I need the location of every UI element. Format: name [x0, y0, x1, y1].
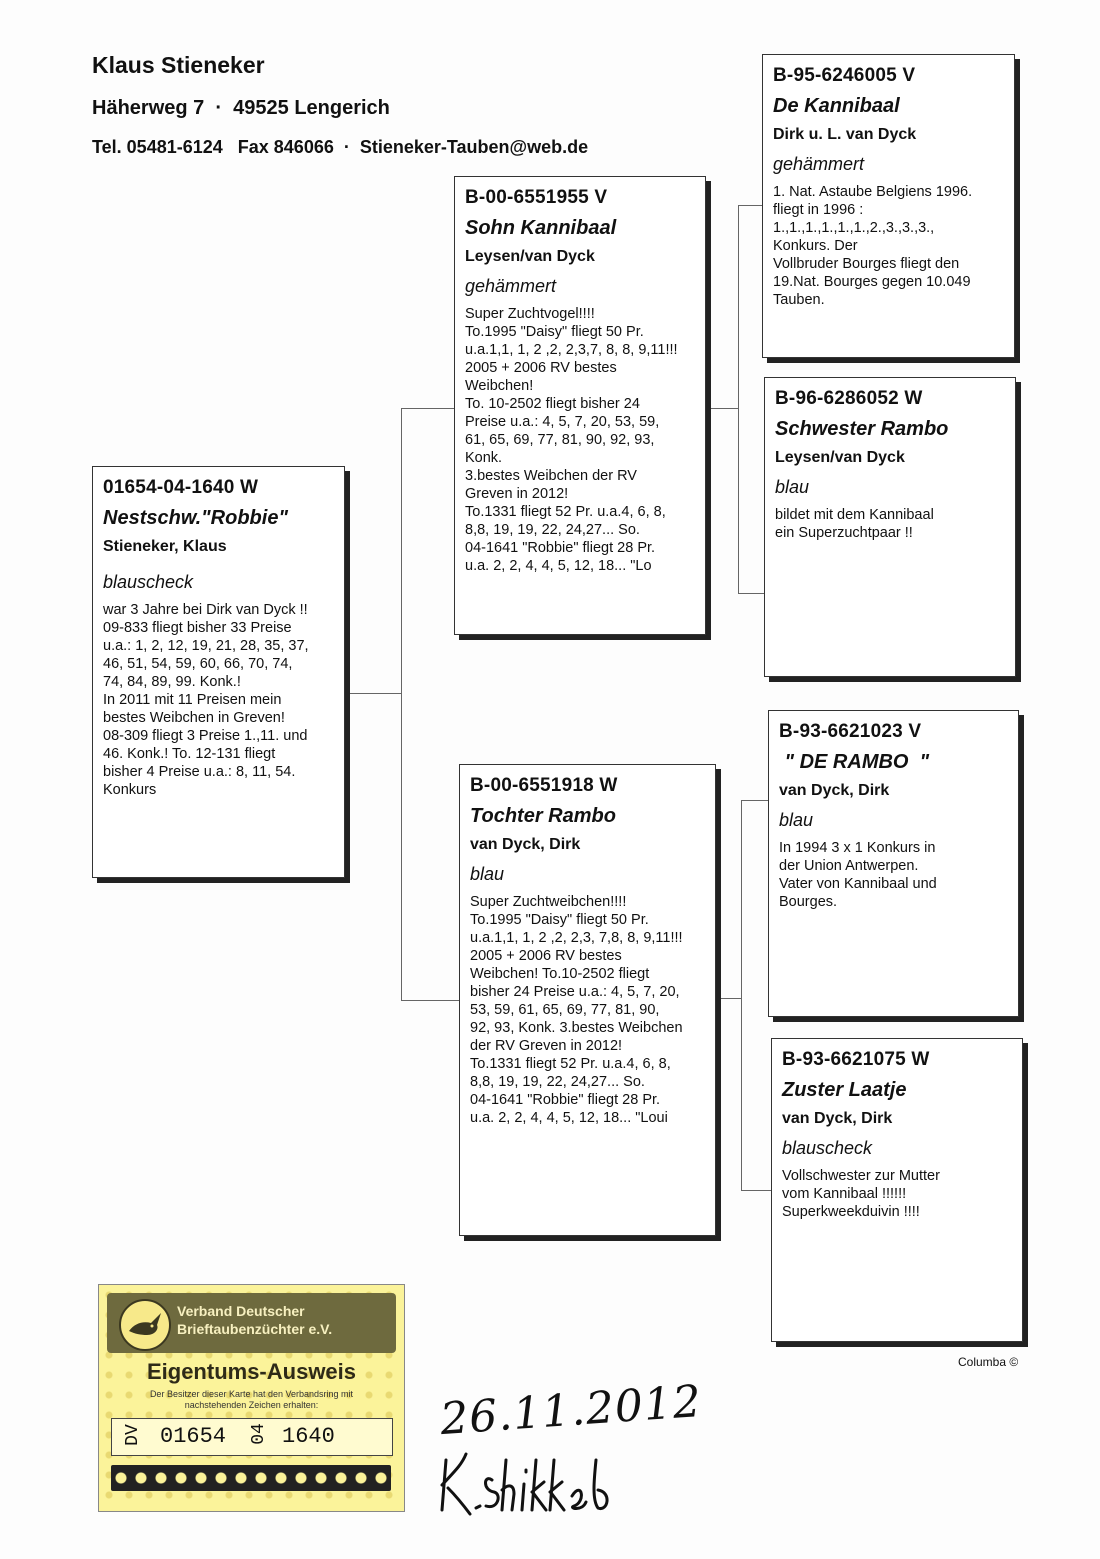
dam-sire-color: blau [779, 810, 814, 830]
dam-dam-color: blauscheck [782, 1138, 873, 1158]
ring-number: 1640 [282, 1424, 335, 1449]
connector-dam-vertical [741, 800, 742, 1190]
ownership-card [98, 1284, 405, 1512]
dam-sire-ring-number: B-93-6621023 V [779, 721, 922, 742]
ring-year: 04 [248, 1423, 269, 1445]
connector-subject [345, 693, 401, 694]
sire-sire-notes: 1. Nat. Astaube Belgiens 1996. fliegt in 1996 : 1.,1.,1.,1.,1.,1.,2.,3.,3.,3., Konkurs. Der Vollbruder Bourges fliegt den 19.Nat. Bourges gegen 10.049 Tauben. [773, 184, 973, 308]
sire-dam-color: blau [775, 477, 810, 497]
dam-color: blau [470, 864, 505, 884]
connector-dam-dam [741, 1190, 771, 1191]
ownership-card-note: Der Besitzer dieser Karte hat den Verbandsring mit nachstehenden Zeichen erhalten: [149, 1389, 354, 1410]
subject-ring-number: 01654-04-1640 W [103, 477, 259, 498]
ownership-card-title: Eigentums-Ausweis [146, 1359, 357, 1384]
dam-name: Tochter Rambo [470, 805, 616, 827]
sire-dam-name: Schwester Rambo [775, 418, 949, 440]
ring-club-number: 01654 [160, 1424, 227, 1449]
connector-sire [401, 408, 456, 409]
handwritten-signature [436, 1440, 626, 1525]
sire-ring-number: B-00-6551955 V [465, 187, 608, 208]
dam-sire-notes: In 1994 3 x 1 Konkurs in der Union Antwerpen. Vater von Kannibaal und Bourges. [779, 840, 937, 910]
sire-sire-color: gehämmert [773, 154, 865, 174]
dam-dam-card [771, 1038, 1023, 1342]
dam-ring-number: B-00-6551918 W [470, 775, 618, 796]
dam-dam-ring-number: B-93-6621075 W [782, 1049, 930, 1070]
ownership-card-banner [107, 1293, 396, 1353]
sire-sire-card [762, 54, 1015, 358]
connector-sire-sire [738, 205, 762, 206]
sire-color: gehämmert [465, 276, 557, 296]
dam-sire-breeder: van Dyck, Dirk [779, 782, 890, 799]
ownership-card-organization [177, 1302, 332, 1338]
dam-breeder: van Dyck, Dirk [470, 836, 581, 853]
dove-icon [119, 1299, 171, 1351]
connector-dam-sire [741, 800, 768, 801]
dam-card [459, 764, 716, 1236]
sire-dam-card [764, 377, 1016, 677]
owner-contact: Tel. 05481-6124 Fax 846066 · Stieneker-Tauben@web.de [92, 137, 589, 157]
dam-sire-card [768, 710, 1019, 1017]
sire-card [454, 176, 706, 635]
handwritten-date: 26.11.2012 [438, 1375, 704, 1446]
organization-line-2: Brieftaubenzüchter e.V. [177, 1321, 333, 1337]
connector-sire-dam [738, 593, 764, 594]
sire-sire-ring-number: B-95-6246005 V [773, 65, 916, 86]
sire-dam-notes: bildet mit dem Kannibaal ein Superzuchtpaar !! [775, 507, 934, 541]
owner-address: Häherweg 7 · 49525 Lengerich [92, 97, 390, 119]
sire-dam-ring-number: B-96-6286052 W [775, 388, 923, 409]
subject-card [92, 466, 345, 878]
footer-credit: Columba © [958, 1355, 1019, 1369]
dam-dam-notes: Vollschwester zur Mutter vom Kannibaal !!!!!! Superkweekduivin !!!! [782, 1168, 940, 1220]
connector-sire-vertical [738, 205, 739, 593]
ring-number-field [111, 1418, 393, 1456]
sire-sire-breeder: Dirk u. L. van Dyck [773, 126, 917, 143]
sire-sire-name: De Kannibaal [773, 95, 900, 117]
dam-dam-breeder: van Dyck, Dirk [782, 1110, 893, 1127]
subject-breeder: Stieneker, Klaus [103, 538, 227, 555]
owner-name: Klaus Stieneker [92, 52, 265, 78]
dam-notes: Super Zuchtweibchen!!!! To.1995 "Daisy" fliegt 50 Pr. u.a.1,1, 1, 2 ,2, 2,3, 7,8, 8, 9,11!!! 2005 + 2006 RV bestes Weibchen! To.10-2502 fliegt bisher 24 Preise u.a.: 4, 5, 7, 20, 53, 59, 61, 65, 69, 77, 81, 90, 92, 93, Konk. 3.bestes Weibchen der RV Greven in 2012! To.1331 fliegt 52 Pr. u.a.4, 6, 8, 8,8, 19, 19, 22, 24,27... So. 04-1641 "Robbie" fliegt 28 Pr. u.a. 2, 2, 4, 4, 5, 12, 18... "Loui [470, 894, 683, 1126]
connector-parents-vertical [401, 408, 402, 1000]
sire-name: Sohn Kannibaal [465, 217, 617, 239]
organization-line-1: Verband Deutscher [177, 1303, 305, 1319]
subject-notes: war 3 Jahre bei Dirk van Dyck !! 09-833 fliegt bisher 33 Preise u.a.: 1, 2, 12, 19, 21, 28, 35, 37, 46, 51, 54, 59, 60, 66, 70, 74, 74, 84, 89, 99. Konk.! In 2011 mit 11 Preisen mein bestes Weibchen in Greven! 08-309 fliegt 3 Preise 1.,11. und 46. Konk.! To. 12-131 fliegt bisher 4 Preise u.a.: 8, 11, 54. Konkurs [103, 602, 309, 798]
sire-breeder: Leysen/van Dyck [465, 248, 595, 265]
dam-dam-name: Zuster Laatje [782, 1079, 907, 1101]
dam-sire-name: " DE RAMBO " [779, 751, 930, 773]
subject-name: Nestschw."Robbie" [103, 507, 288, 529]
subject-color: blauscheck [103, 572, 194, 592]
sire-dam-breeder: Leysen/van Dyck [775, 449, 905, 466]
connector-sire-out [706, 408, 739, 409]
ownership-card-pattern [111, 1465, 391, 1491]
connector-dam-out [716, 998, 742, 999]
connector-dam [401, 1000, 461, 1001]
ring-prefix: DV [123, 1424, 143, 1446]
sire-notes: Super Zuchtvogel!!!! To.1995 "Daisy" fliegt 50 Pr. u.a.1,1, 1, 2 ,2, 2,3,7, 8, 8, 9,11!!! 2005 + 2006 RV bestes Weibchen! To. 10-2502 fliegt bisher 24 Preise u.a.: 4, 5, 7, 20, 53, 59, 61, 65, 69, 77, 81, 90, 92, 93, Konk. 3.bestes Weibchen der RV Greven in 2012! To.1331 fliegt 52 Pr. u.a.4, 6, 8, 8,8, 19, 19, 22, 24,27... So. 04-1641 "Robbie" fliegt 28 Pr. u.a. 2, 2, 4, 4, 5, 12, 18... "Lo [465, 306, 678, 574]
